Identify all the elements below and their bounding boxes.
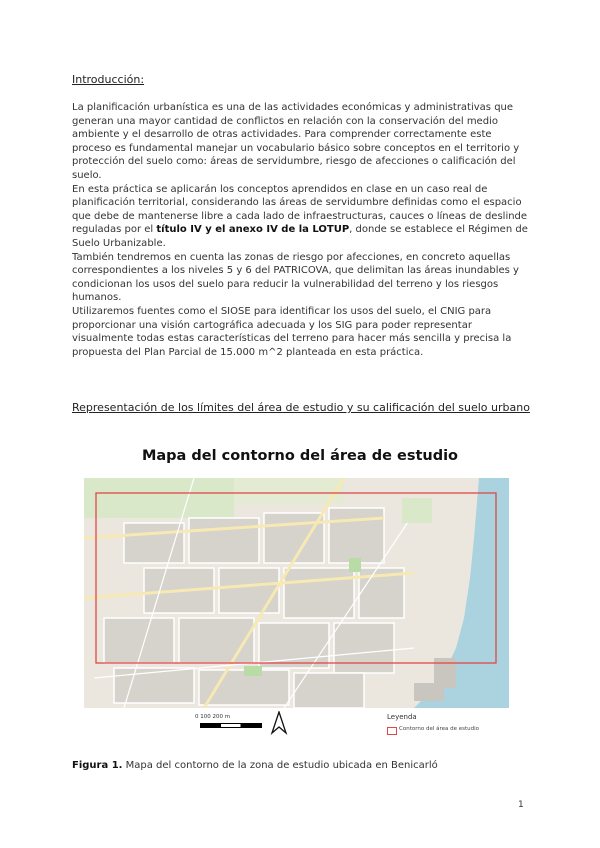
- scale-label: 0 100 200 m: [195, 714, 231, 720]
- intro-text-3: , donde se establece el Régimen de Suelo Urbanizable.: [72, 224, 528, 249]
- legend-title: Leyenda: [387, 713, 417, 721]
- intro-text-1: La planificación urbanística es una de las actividades económicas y administrativas que generan una mayor cantidad de conflictos en relación con la conservación del medio ambiente y el desarrollo de otras actividades. Para comprender correctamente este proceso es fundamental manejar un vocabulario básico sobre conceptos en el territorio y protección del suelo como: áreas de servidumbre, riesgo de afecciones o calificación del suelo.: [72, 102, 520, 181]
- north-arrow-icon: [270, 711, 288, 735]
- map-graphic: [84, 478, 509, 708]
- map-title: Mapa del contorno del área de estudio: [141, 448, 459, 464]
- section-heading: Representación de los límites del área de estudio y su calificación del suelo urbano: [72, 401, 530, 414]
- figure-caption: [72, 760, 438, 771]
- legend-item: Contorno del área de estudio: [399, 726, 480, 732]
- scale-bar: [200, 723, 262, 728]
- page-number: 1: [518, 800, 524, 810]
- map-image: [84, 478, 509, 708]
- intro-text-2: En esta práctica se aplicarán los conceptos aprendidos en clase en un caso real de planificación territorial, considerando las áreas de servidumbre definidas como el espacio que debe de mantenerse libre a cada lado de infraestructuras, cauces o líneas de deslinde reguladas por el: [72, 183, 528, 236]
- legend-swatch: [387, 727, 397, 735]
- figure-text: Mapa del contorno de la zona de estudio ubicada en Benicarló: [122, 760, 438, 771]
- figure-label: Figura 1.: [72, 760, 123, 771]
- intro-bold-ref: título IV y el anexo IV de la LOTUP: [156, 224, 350, 236]
- intro-text-5: Utilizaremos fuentes como el SIOSE para identificar los usos del suelo, el CNIG para proporcionar una visión cartográfica adecuada y los SIG para poder representar visualmente todas estas características del terreno para hacer más sencilla y precisa la propuesta del Plan Parcial de 15.000 m^2 planteada en esta práctica.: [72, 305, 512, 358]
- intro-text-4: También tendremos en cuenta las zonas de riesgo por afecciones, en concreto aquellas correspondientes a los niveles 5 y 6 del PATRICOVA, que delimitan las áreas inundables y condicionan los usos del suelo para reducir la vulnerabilidad del terreno y los riesgos humanos.: [72, 251, 519, 304]
- intro-paragraph: [72, 101, 532, 359]
- intro-heading: Introducción:: [72, 73, 145, 86]
